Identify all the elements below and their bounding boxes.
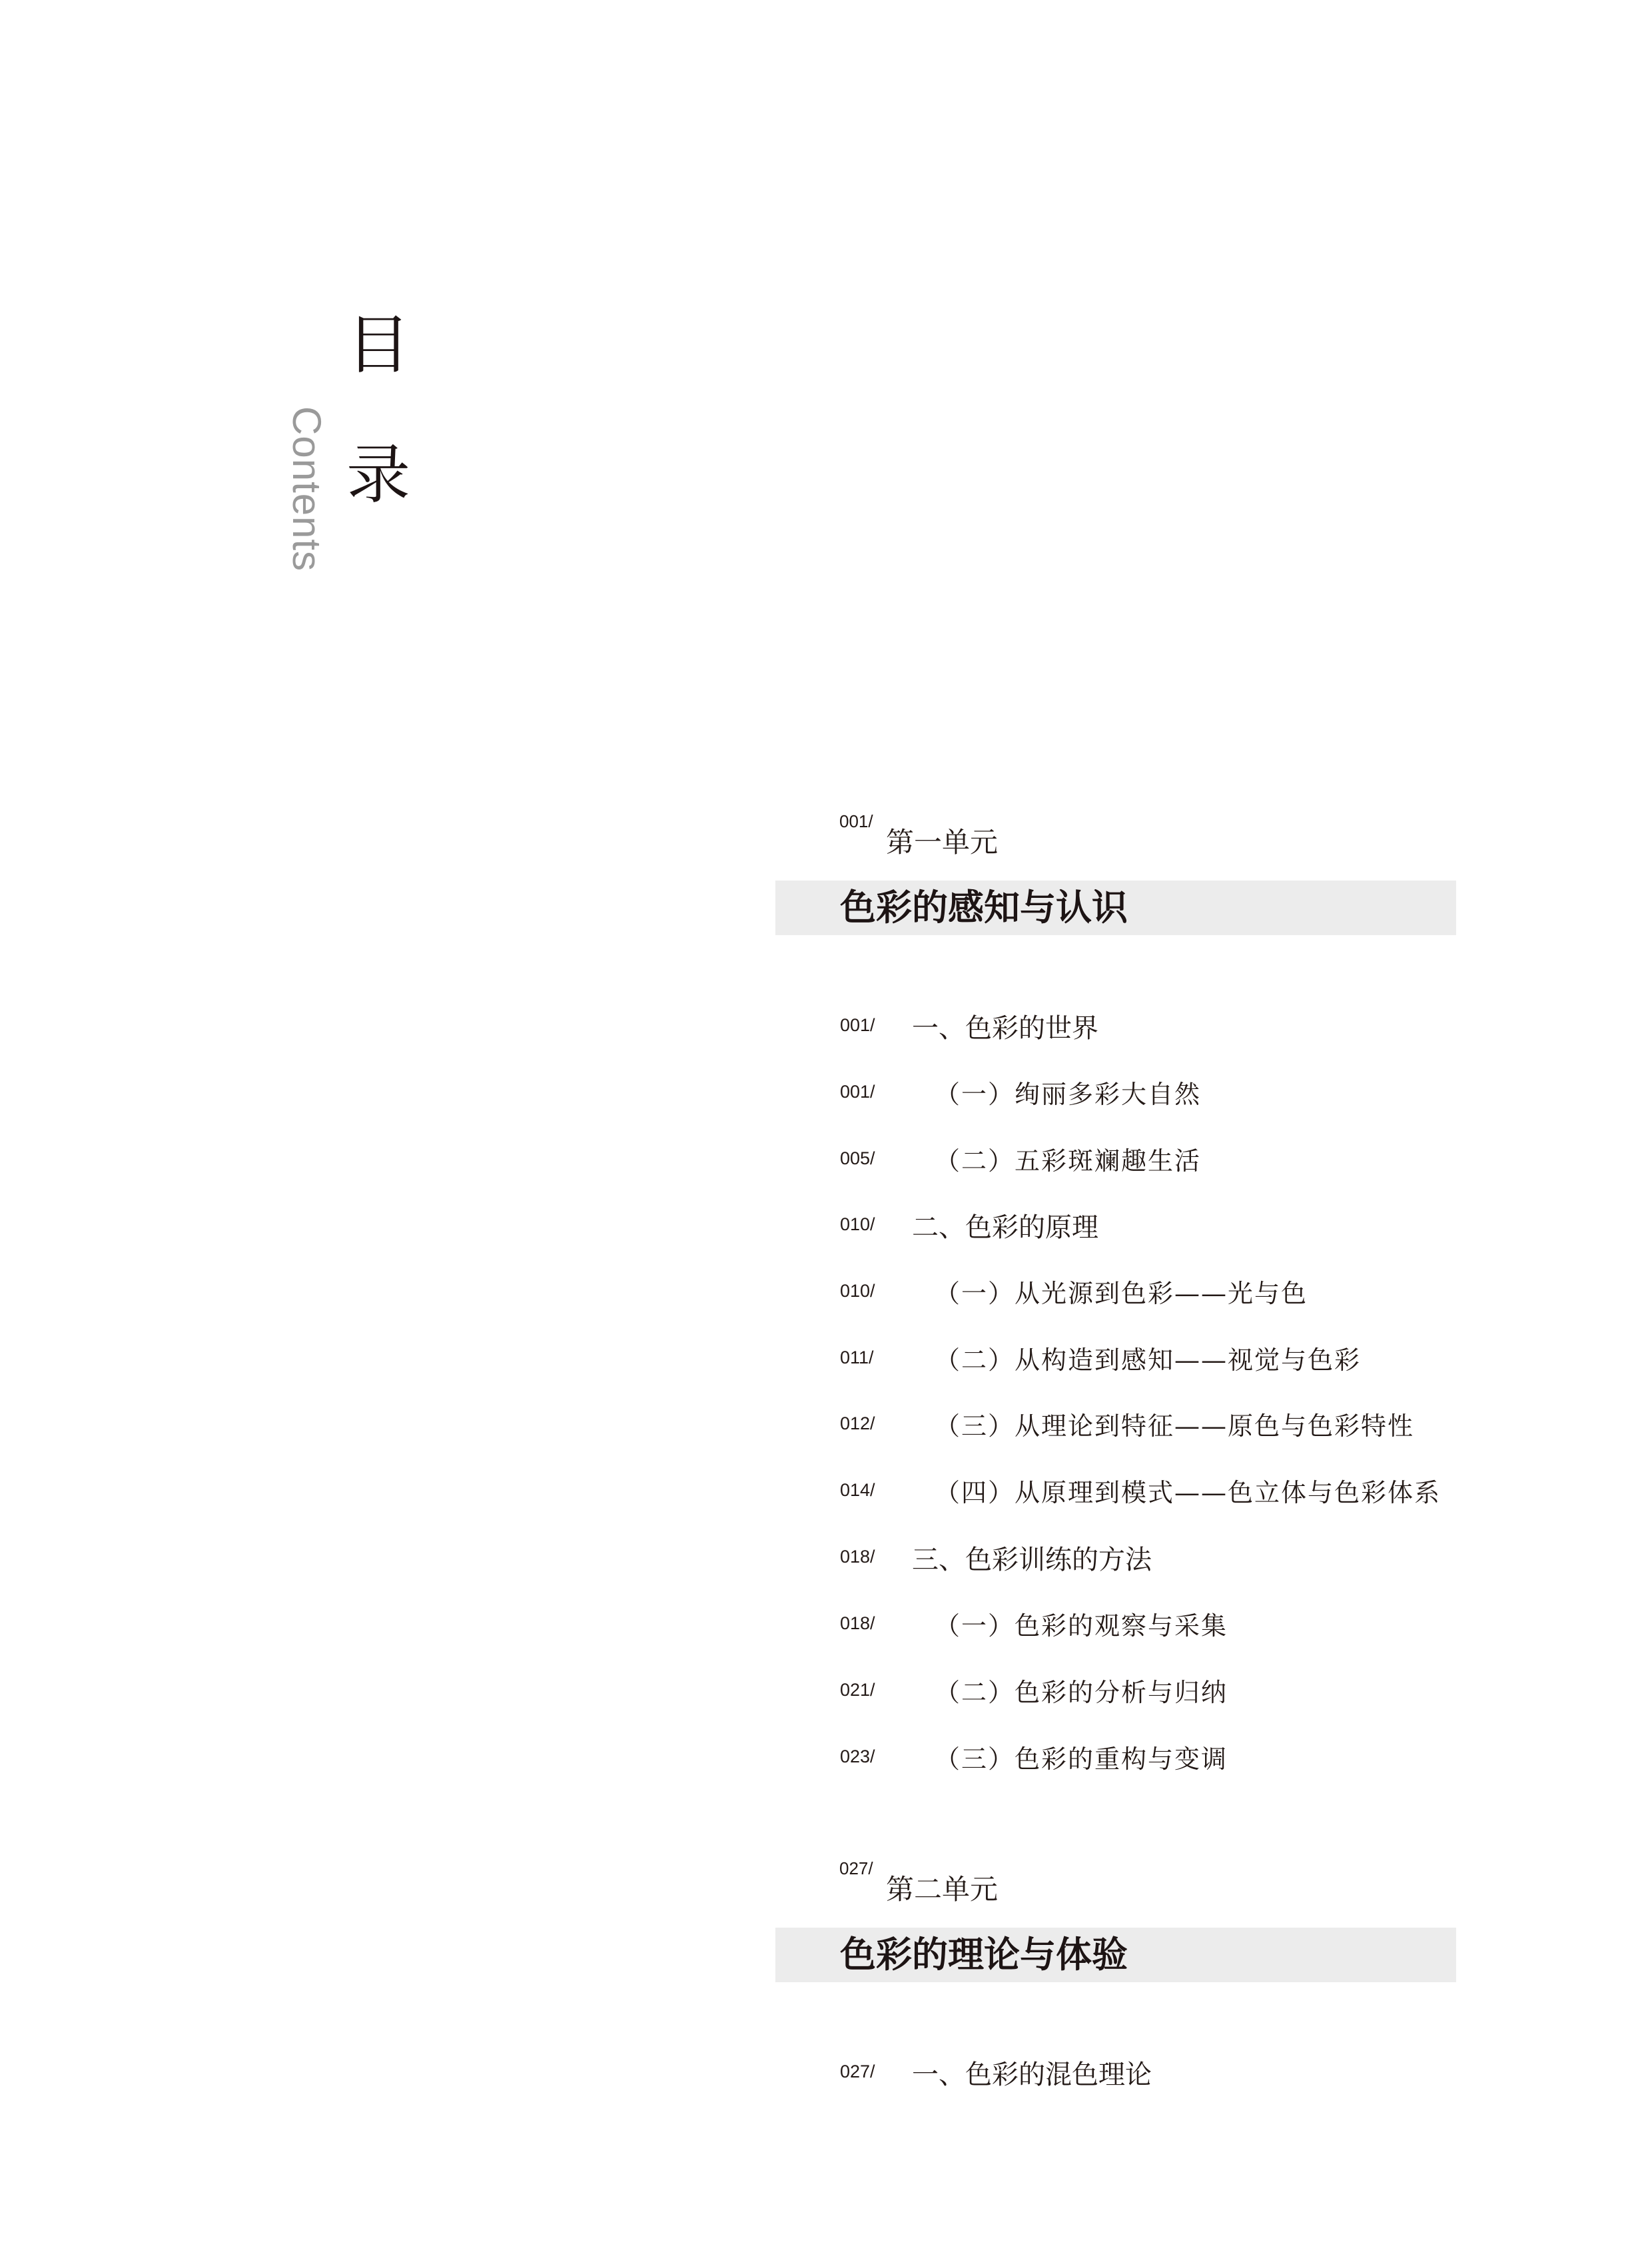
heading-char-lu: 录	[346, 438, 410, 512]
entry-title: （二）从构造到感知——视觉与色彩	[935, 1345, 1362, 1375]
entry-title: （一）色彩的观察与采集	[935, 1611, 1228, 1641]
entry-title: 一、色彩的世界	[912, 1013, 1098, 1044]
entry-title: （四）从原理到模式——色立体与色彩体系	[935, 1478, 1442, 1507]
heading-char-mu: 目	[346, 308, 410, 382]
unit-1-page: 001/	[839, 811, 873, 831]
entry-title: （三）从理论到特征——原色与色彩特性	[935, 1411, 1415, 1441]
entry-title: （二）色彩的分析与归纳	[935, 1678, 1228, 1707]
entry-page-number: 012/	[840, 1413, 875, 1433]
unit-1-title-bar	[775, 881, 1456, 935]
unit-2-title[interactable]: 色彩的理论与体验	[840, 1933, 1128, 1976]
entry-title: 三、色彩训练的方法	[912, 1545, 1152, 1575]
entry-title: （一）从光源到色彩——光与色	[935, 1279, 1308, 1308]
entry-page-number: 021/	[840, 1680, 875, 1700]
entry-page-number: 023/	[840, 1746, 875, 1766]
entry-page-number: 005/	[840, 1148, 875, 1168]
entry-page-number: 001/	[840, 1015, 875, 1035]
unit-2-title-bar	[775, 1928, 1456, 1982]
unit-1-label: 第一单元	[886, 826, 999, 859]
entry-page-number: 014/	[840, 1480, 875, 1500]
entry-title: 一、色彩的混色理论	[912, 2059, 1152, 2090]
entry-title: 二、色彩的原理	[912, 1212, 1098, 1243]
entry-page-number: 018/	[840, 1547, 875, 1567]
entry-page-number: 018/	[840, 1613, 875, 1633]
entry-title: （二）五彩斑斓趣生活	[935, 1146, 1202, 1176]
entry-title: （三）色彩的重构与变调	[935, 1744, 1228, 1774]
unit-1-title[interactable]: 色彩的感知与认识	[840, 886, 1128, 929]
entry-page-number: 010/	[840, 1281, 875, 1301]
unit-2-page: 027/	[839, 1858, 873, 1878]
entry-title: （一）绚丽多彩大自然	[935, 1080, 1202, 1109]
entry-page-number: 001/	[840, 1082, 875, 1102]
entry-page-number: 027/	[840, 2061, 875, 2081]
entry-page-number: 010/	[840, 1214, 875, 1234]
unit-2-label: 第二单元	[886, 1873, 999, 1906]
heading-contents-english: Contents	[284, 406, 329, 572]
entry-page-number: 011/	[840, 1347, 874, 1367]
